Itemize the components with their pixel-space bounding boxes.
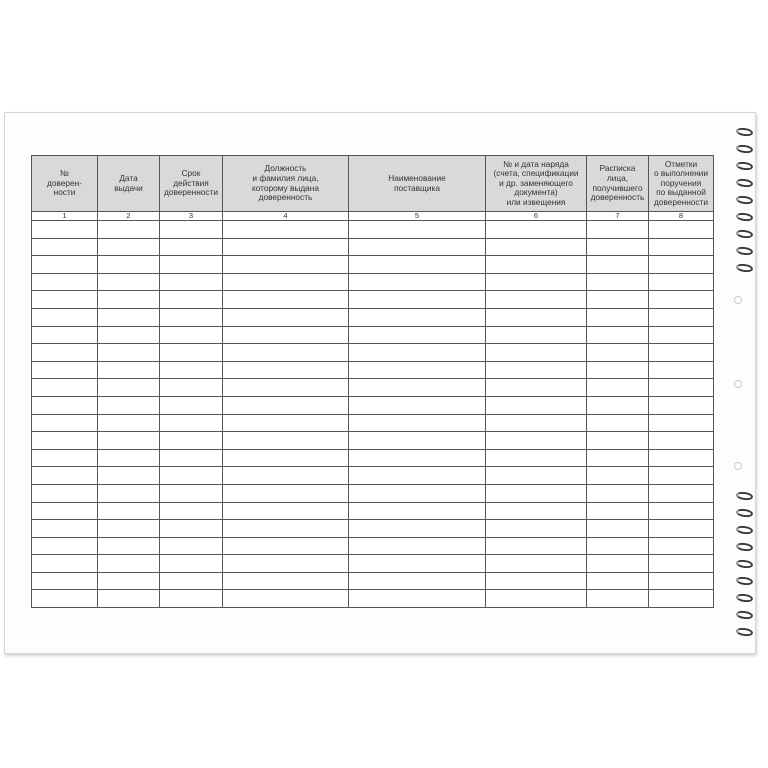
table-cell[interactable] bbox=[223, 344, 349, 362]
table-cell[interactable] bbox=[587, 326, 649, 344]
table-row bbox=[32, 484, 714, 502]
table-cell[interactable] bbox=[649, 484, 714, 502]
table-cell[interactable] bbox=[160, 326, 223, 344]
table-cell[interactable] bbox=[486, 502, 587, 520]
table-cell[interactable] bbox=[349, 590, 486, 608]
table-cell[interactable] bbox=[223, 326, 349, 344]
table-cell[interactable] bbox=[486, 273, 587, 291]
table-cell[interactable] bbox=[223, 572, 349, 590]
column-number: 4 bbox=[223, 212, 349, 221]
table-cell[interactable] bbox=[160, 432, 223, 450]
table-row bbox=[32, 256, 714, 274]
table-cell[interactable] bbox=[349, 572, 486, 590]
punch-hole bbox=[734, 462, 742, 470]
column-number: 3 bbox=[160, 212, 223, 221]
table-cell[interactable] bbox=[98, 379, 160, 397]
table-cell[interactable] bbox=[486, 414, 587, 432]
table-cell[interactable] bbox=[32, 308, 98, 326]
table-cell[interactable] bbox=[349, 449, 486, 467]
table-cell[interactable] bbox=[223, 449, 349, 467]
table-cell[interactable] bbox=[349, 361, 486, 379]
table-row bbox=[32, 221, 714, 239]
table-cell[interactable] bbox=[349, 221, 486, 239]
table-cell[interactable] bbox=[587, 414, 649, 432]
table-cell[interactable] bbox=[32, 449, 98, 467]
table-cell[interactable] bbox=[587, 238, 649, 256]
column-number: 7 bbox=[587, 212, 649, 221]
table-cell[interactable] bbox=[32, 520, 98, 538]
col-header-issue-date: Дата выдачи bbox=[98, 156, 160, 212]
table-cell[interactable] bbox=[98, 396, 160, 414]
table-cell[interactable] bbox=[223, 414, 349, 432]
table-cell[interactable] bbox=[32, 326, 98, 344]
table-cell[interactable] bbox=[160, 238, 223, 256]
power-of-attorney-register-table bbox=[31, 155, 714, 608]
column-number-row bbox=[32, 212, 714, 221]
table-cell[interactable] bbox=[223, 590, 349, 608]
table-cell[interactable] bbox=[587, 502, 649, 520]
table-row bbox=[32, 414, 714, 432]
table-cell[interactable] bbox=[649, 537, 714, 555]
table-cell[interactable] bbox=[160, 572, 223, 590]
table-cell[interactable] bbox=[587, 449, 649, 467]
table-cell[interactable] bbox=[160, 379, 223, 397]
table-cell[interactable] bbox=[649, 396, 714, 414]
table-cell[interactable] bbox=[98, 238, 160, 256]
column-number: 2 bbox=[98, 212, 160, 221]
table-cell[interactable] bbox=[32, 484, 98, 502]
table-cell[interactable] bbox=[587, 361, 649, 379]
table-cell[interactable] bbox=[486, 379, 587, 397]
table-cell[interactable] bbox=[349, 291, 486, 309]
table-cell[interactable] bbox=[649, 555, 714, 573]
table-cell[interactable] bbox=[486, 555, 587, 573]
column-number: 5 bbox=[349, 212, 486, 221]
col-header-order-number-date: № и дата наряда (счета, спецификации и др. заменяющего документа) или извещения bbox=[486, 156, 587, 212]
table-cell[interactable] bbox=[486, 344, 587, 362]
table-cell[interactable] bbox=[32, 590, 98, 608]
table-cell[interactable] bbox=[587, 273, 649, 291]
punch-hole bbox=[734, 380, 742, 388]
table-cell[interactable] bbox=[587, 379, 649, 397]
table-cell[interactable] bbox=[649, 467, 714, 485]
table-cell[interactable] bbox=[349, 432, 486, 450]
table-cell[interactable] bbox=[649, 273, 714, 291]
table-cell[interactable] bbox=[649, 414, 714, 432]
table-cell[interactable] bbox=[486, 326, 587, 344]
table-cell[interactable] bbox=[486, 520, 587, 538]
table-cell[interactable] bbox=[587, 572, 649, 590]
table-cell[interactable] bbox=[349, 537, 486, 555]
table-cell[interactable] bbox=[98, 414, 160, 432]
table-cell[interactable] bbox=[587, 555, 649, 573]
table-cell[interactable] bbox=[349, 238, 486, 256]
table-row bbox=[32, 361, 714, 379]
table-cell[interactable] bbox=[649, 379, 714, 397]
table-row bbox=[32, 449, 714, 467]
table-cell[interactable] bbox=[349, 256, 486, 274]
table-cell[interactable] bbox=[223, 467, 349, 485]
table-cell[interactable] bbox=[160, 484, 223, 502]
table-cell[interactable] bbox=[98, 537, 160, 555]
table-cell[interactable] bbox=[32, 361, 98, 379]
table-cell[interactable] bbox=[587, 291, 649, 309]
table-cell[interactable] bbox=[160, 273, 223, 291]
table-cell[interactable] bbox=[649, 221, 714, 239]
table-cell[interactable] bbox=[349, 484, 486, 502]
table-cell[interactable] bbox=[486, 590, 587, 608]
table-cell[interactable] bbox=[587, 537, 649, 555]
table-cell[interactable] bbox=[160, 590, 223, 608]
table-cell[interactable] bbox=[587, 221, 649, 239]
table-cell[interactable] bbox=[32, 537, 98, 555]
table-cell[interactable] bbox=[649, 308, 714, 326]
table-row bbox=[32, 396, 714, 414]
table-cell[interactable] bbox=[649, 291, 714, 309]
table-cell[interactable] bbox=[160, 555, 223, 573]
table-cell[interactable] bbox=[98, 432, 160, 450]
table-cell[interactable] bbox=[223, 555, 349, 573]
table-cell[interactable] bbox=[223, 379, 349, 397]
table-cell[interactable] bbox=[486, 256, 587, 274]
table-cell[interactable] bbox=[160, 256, 223, 274]
table-cell[interactable] bbox=[587, 256, 649, 274]
table-cell[interactable] bbox=[98, 344, 160, 362]
table-row bbox=[32, 238, 714, 256]
col-header-receipt-signature: Расписка лица, получившего доверенность bbox=[587, 156, 649, 212]
table-cell[interactable] bbox=[32, 291, 98, 309]
table-cell[interactable] bbox=[223, 396, 349, 414]
table-row bbox=[32, 520, 714, 538]
table-cell[interactable] bbox=[486, 221, 587, 239]
table-cell[interactable] bbox=[587, 432, 649, 450]
table-cell[interactable] bbox=[587, 308, 649, 326]
table-row bbox=[32, 308, 714, 326]
table-cell[interactable] bbox=[587, 467, 649, 485]
table-cell[interactable] bbox=[32, 238, 98, 256]
table-cell[interactable] bbox=[160, 537, 223, 555]
table-cell[interactable] bbox=[486, 572, 587, 590]
table-row bbox=[32, 344, 714, 362]
table-cell[interactable] bbox=[349, 396, 486, 414]
table-cell[interactable] bbox=[223, 484, 349, 502]
table-row bbox=[32, 555, 714, 573]
table-cell[interactable] bbox=[486, 291, 587, 309]
table-cell[interactable] bbox=[649, 502, 714, 520]
table-cell[interactable] bbox=[32, 502, 98, 520]
table-cell[interactable] bbox=[98, 502, 160, 520]
table-cell[interactable] bbox=[98, 256, 160, 274]
table-cell[interactable] bbox=[486, 396, 587, 414]
table-cell[interactable] bbox=[32, 379, 98, 397]
table-row bbox=[32, 590, 714, 608]
table-row bbox=[32, 572, 714, 590]
table-cell[interactable] bbox=[98, 555, 160, 573]
column-number: 6 bbox=[486, 212, 587, 221]
table-cell[interactable] bbox=[486, 484, 587, 502]
table-cell[interactable] bbox=[349, 379, 486, 397]
table-cell[interactable] bbox=[98, 467, 160, 485]
table-cell[interactable] bbox=[223, 502, 349, 520]
table-cell[interactable] bbox=[223, 361, 349, 379]
table-row bbox=[32, 379, 714, 397]
table-cell[interactable] bbox=[223, 520, 349, 538]
table-row bbox=[32, 537, 714, 555]
table-cell[interactable] bbox=[32, 572, 98, 590]
table-cell[interactable] bbox=[32, 432, 98, 450]
table-row bbox=[32, 273, 714, 291]
table-cell[interactable] bbox=[349, 414, 486, 432]
table-cell[interactable] bbox=[32, 221, 98, 239]
table-cell[interactable] bbox=[32, 555, 98, 573]
table-cell[interactable] bbox=[223, 221, 349, 239]
table-cell[interactable] bbox=[160, 520, 223, 538]
table-cell[interactable] bbox=[223, 238, 349, 256]
col-header-power-of-attorney-number: № доверен- ности bbox=[32, 156, 98, 212]
table-cell[interactable] bbox=[32, 344, 98, 362]
table-cell[interactable] bbox=[223, 308, 349, 326]
table-cell[interactable] bbox=[98, 572, 160, 590]
col-header-execution-marks: Отметки о выполнении поручения по выданной доверенности bbox=[649, 156, 714, 212]
table-header-row bbox=[32, 156, 714, 212]
table-cell[interactable] bbox=[349, 344, 486, 362]
table-cell[interactable] bbox=[486, 432, 587, 450]
table-row bbox=[32, 432, 714, 450]
table-cell[interactable] bbox=[98, 520, 160, 538]
table-cell[interactable] bbox=[223, 432, 349, 450]
table-cell[interactable] bbox=[160, 467, 223, 485]
table-cell[interactable] bbox=[587, 520, 649, 538]
punch-hole bbox=[734, 296, 742, 304]
table-cell[interactable] bbox=[98, 326, 160, 344]
table-cell[interactable] bbox=[223, 256, 349, 274]
table-cell[interactable] bbox=[32, 467, 98, 485]
table-cell[interactable] bbox=[160, 291, 223, 309]
table-cell[interactable] bbox=[160, 221, 223, 239]
journal-page bbox=[4, 112, 756, 654]
col-header-position-and-name: Должность и фамилия лица, которому выдана доверенность bbox=[223, 156, 349, 212]
table-cell[interactable] bbox=[98, 308, 160, 326]
column-number: 8 bbox=[649, 212, 714, 221]
table-cell[interactable] bbox=[98, 291, 160, 309]
table-cell[interactable] bbox=[32, 396, 98, 414]
table-cell[interactable] bbox=[223, 291, 349, 309]
table-cell[interactable] bbox=[223, 273, 349, 291]
table-cell[interactable] bbox=[486, 537, 587, 555]
table-cell[interactable] bbox=[160, 361, 223, 379]
table-cell[interactable] bbox=[486, 361, 587, 379]
table-cell[interactable] bbox=[349, 326, 486, 344]
table-cell[interactable] bbox=[349, 520, 486, 538]
table-cell[interactable] bbox=[649, 572, 714, 590]
table-cell[interactable] bbox=[649, 449, 714, 467]
table-row bbox=[32, 291, 714, 309]
table-cell[interactable] bbox=[349, 467, 486, 485]
col-header-supplier-name: Наименование поставщика bbox=[349, 156, 486, 212]
table-cell[interactable] bbox=[160, 414, 223, 432]
table-row bbox=[32, 467, 714, 485]
table-cell[interactable] bbox=[349, 308, 486, 326]
table-cell[interactable] bbox=[160, 396, 223, 414]
table-cell[interactable] bbox=[160, 449, 223, 467]
table-row bbox=[32, 502, 714, 520]
table-cell[interactable] bbox=[32, 256, 98, 274]
table-cell[interactable] bbox=[98, 484, 160, 502]
column-number: 1 bbox=[32, 212, 98, 221]
table-row bbox=[32, 326, 714, 344]
table-cell[interactable] bbox=[32, 414, 98, 432]
table-cell[interactable] bbox=[649, 432, 714, 450]
table-cell[interactable] bbox=[486, 449, 587, 467]
table-cell[interactable] bbox=[587, 590, 649, 608]
table-cell[interactable] bbox=[649, 256, 714, 274]
table-cell[interactable] bbox=[32, 273, 98, 291]
table-cell[interactable] bbox=[160, 308, 223, 326]
col-header-validity-period: Срок действия доверенности bbox=[160, 156, 223, 212]
table-cell[interactable] bbox=[98, 361, 160, 379]
table-cell[interactable] bbox=[98, 273, 160, 291]
table-cell[interactable] bbox=[649, 361, 714, 379]
table-cell[interactable] bbox=[160, 344, 223, 362]
table-cell[interactable] bbox=[349, 502, 486, 520]
blank-entry-rows bbox=[32, 221, 714, 608]
table-cell[interactable] bbox=[587, 396, 649, 414]
table-cell[interactable] bbox=[587, 344, 649, 362]
table-cell[interactable] bbox=[98, 449, 160, 467]
table-cell[interactable] bbox=[98, 590, 160, 608]
table-cell[interactable] bbox=[649, 344, 714, 362]
table-cell[interactable] bbox=[587, 484, 649, 502]
table-cell[interactable] bbox=[486, 238, 587, 256]
table-cell[interactable] bbox=[649, 520, 714, 538]
table-cell[interactable] bbox=[98, 221, 160, 239]
table-cell[interactable] bbox=[486, 308, 587, 326]
table-cell[interactable] bbox=[649, 590, 714, 608]
table-cell[interactable] bbox=[160, 502, 223, 520]
table-cell[interactable] bbox=[649, 238, 714, 256]
table-cell[interactable] bbox=[349, 555, 486, 573]
table-cell[interactable] bbox=[223, 537, 349, 555]
table-cell[interactable] bbox=[649, 326, 714, 344]
table-cell[interactable] bbox=[349, 273, 486, 291]
table-cell[interactable] bbox=[486, 467, 587, 485]
